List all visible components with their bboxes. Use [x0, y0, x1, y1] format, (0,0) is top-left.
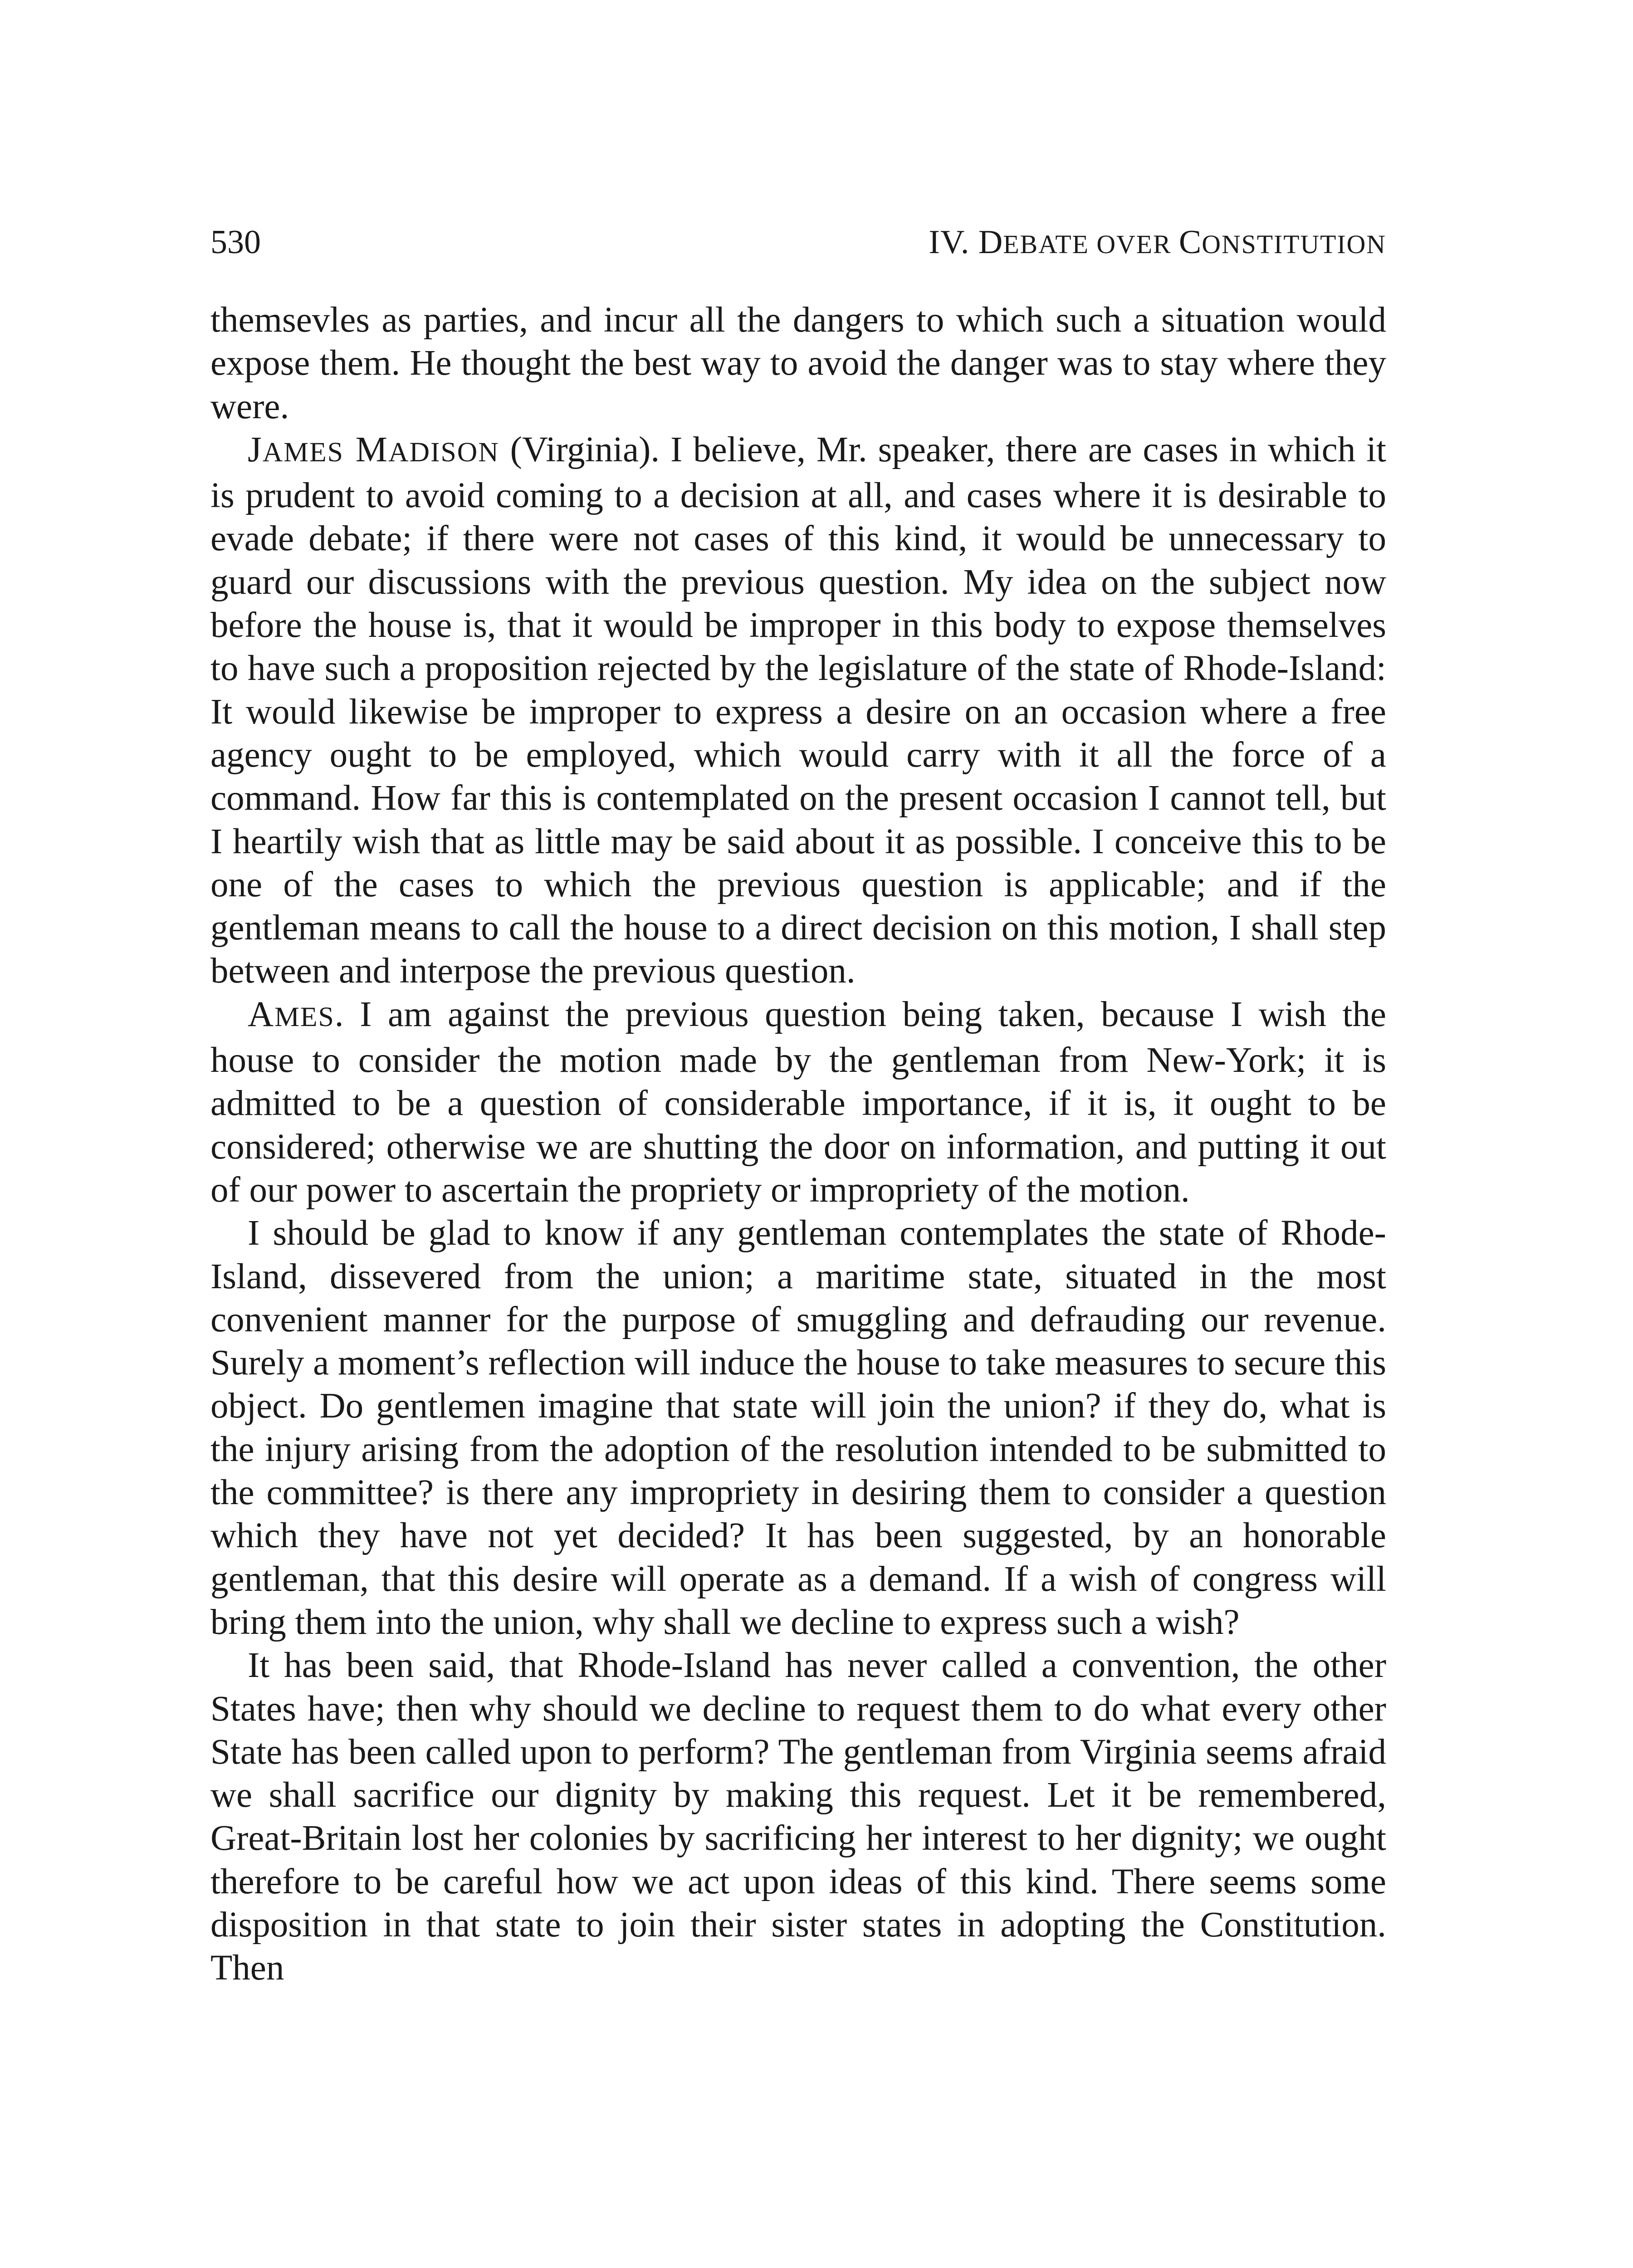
- chapter-title: IV. DEBATE OVER CONSTITUTION: [929, 224, 1386, 261]
- paragraph-convention: It has been said, that Rhode-Island has never called a convention, the other States have; then why should we decline to request them to do what every other State has been called upon to perform? The gentleman from Virginia seems afraid we shall sacrifice our dignity by making this request. Let it be remembered, Great-Britain lost her colonies by sacrificing her interest to her dignity; we ought therefore to be careful how we act upon ideas of this kind. There seems some disposition in that state to join their sister states in adopting the Constitution. Then: [210, 1646, 1386, 1988]
- body-text: [210, 298, 1386, 1990]
- paragraph-continuation: themsevles as parties, and incur all the dangers to which such a situation would expose them. He thought the best way to avoid the danger was to stay where they were.: [210, 300, 1386, 426]
- paragraph-rhode-island: I should be glad to know if any gentleman contemplates the state of Rhode-Island, dissevered from the union; a maritime state, situated in the most convenient manner for the purpose of smuggling and defrauding our revenue. Surely a moment’s reflection will induce the house to take measures to secure this object. Do gentlemen imagine that state will join the union? if they do, what is the injury arising from the adoption of the resolution intended to be submitted to the committee? is there any impropriety in desiring them to consider a question which they have not yet decided? It has been suggested, by an honorable gentleman, that this desire will operate as a demand. If a wish of congress will bring them into the union, why shall we decline to express such a wish?: [210, 1213, 1386, 1642]
- speaker-name: AMES: [248, 994, 335, 1034]
- paragraph-ames: AMES. I am against the previous question being taken, because I wish the house to consider the motion made by the gentleman from New-York; it is admitted to be a question of considerable importance, if it is, it ought to be considered; otherwise we are shutting the door on information, and putting it out of our power to ascertain the propriety or impropriety of the motion.: [210, 994, 1386, 1210]
- paragraph-madison: JAMES MADISON (Virginia). I believe, Mr. speaker, there are cases in which it is prudent to avoid coming to a decision at all, and cases where it is desirable to evade debate; if there were not cases of this kind, it would be unnecessary to guard our discussions with the previous question. My idea on the subject now before the house is, that it would be improper in this body to expose themselves to have such a proposition rejected by the legislature of the state of Rhode-Island: It would likewise be improper to express a desire on an occasion where a free agency ought to be employed, which would carry with it all the force of a command. How far this is contemplated on the present occasion I cannot tell, but I heartily wish that as little may be said about it as possible. I conceive this to be one of the cases to which the previous question is applicable; and if the gentleman means to call the house to a direct decision on this motion, I shall step between and interpose the previous question.: [210, 430, 1386, 991]
- speaker-name: JAMES MADISON: [248, 430, 499, 469]
- page-number: 530: [210, 224, 261, 261]
- running-head: [210, 220, 1386, 265]
